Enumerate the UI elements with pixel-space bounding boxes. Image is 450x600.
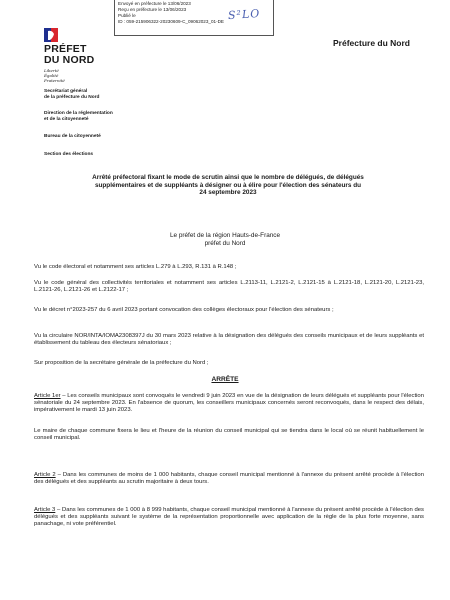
stamp-received: Reçu en préfecture le 13/06/2023 [118, 7, 187, 12]
secretariat-line1: Secrétariat général [44, 89, 88, 94]
marianne-logo-icon [44, 28, 58, 42]
authority-line1: Le préfet de la région Hauts-de-France [169, 232, 281, 239]
proposition: Sur proposition de la secrétaire générale de la préfecture du Nord ; [34, 360, 209, 366]
section-label: Section des élections [44, 152, 94, 157]
article-3-text: – Dans les communes de 1 000 à 8 999 habitants, chaque conseil municipal mentionné à l'annexe du présent arrêté procède à l'élection des délégués et des suppléants suivant le système de la représentation proportionnelle avec application de la règle de la plus forte moyenne, sans panachage, ni vote préférentiel. [34, 507, 425, 528]
article-2 [34, 472, 424, 486]
article-1-text: – Les conseils municipaux sont convoqués le vendredi 9 juin 2023 en vue de la désignation de leurs délégués et suppléants pour l'élection sénatoriale du 24 septembre 2023. En l'absence de quorum, les conseillers municipaux concernés seront reconvoqués, dans le respect des délais, impérativement le mardi 13 juin 2023. [34, 393, 424, 414]
article-1 [34, 393, 424, 415]
title-line1: Arrêté préfectoral fixant le mode de scrutin ainsi que le nombre de délégués, de délégués [92, 174, 364, 181]
prefecture-label: Préfecture du Nord [333, 38, 410, 48]
secretariat-line2: de la préfecture du Nord [44, 95, 100, 101]
article-2-text: – Dans les communes de moins de 1 000 habitants, chaque conseil municipal mentionné à l'annexe du présent arrêté procède à l'élection des délégués et des suppléants au scrutin majoritaire à deux tours. [34, 472, 424, 486]
article-1-paragraph-2 [34, 428, 424, 442]
motto-liberte: Liberté [44, 68, 59, 73]
handwritten-mark: S²LO [227, 6, 261, 23]
motto-fraternite: Fraternité [44, 78, 65, 83]
article-3-label: Article 3 [34, 507, 56, 513]
prefet-line1: PRÉFET [44, 43, 87, 55]
visa-circulaire: Vu la circulaire NOR/INTA/IOMA2308397J du 30 mars 2023 relative à la désignation des délégués des conseils municipaux et de leurs suppléants et établissement du tableau des électeurs sénatoriaux ; [34, 333, 424, 347]
visa-code-electoral: Vu le code électoral et notamment ses articles L.279 à L.293, R.131 à R.148 ; [34, 264, 237, 270]
bureau-label: Bureau de la citoyenneté [44, 134, 101, 139]
prefet-du-nord-logo [44, 44, 94, 66]
visa-cgct: Vu le code général des collectivités territoriales et notamment ses articles L.2113-11, L.2121-2, L.2121-15 à L.2121-18, L.2121-20, L.2121-23, L.2121-26, L.2121-26 et L.2122-17 ; [34, 280, 424, 294]
motto-egalite: Égalité [44, 73, 59, 78]
arrete-title [48, 174, 408, 197]
direction-line1: Direction de la réglementation [44, 111, 113, 116]
authority-block [90, 232, 360, 247]
stamp-id: ID : 059-215906322-20230609-C_09062023_01-DE [118, 19, 224, 24]
prefet-line2: DU NORD [44, 54, 95, 66]
stamp-published: Publié le [118, 13, 136, 18]
direction-block [44, 111, 204, 123]
secretariat-block [44, 89, 204, 101]
title-line3: 24 septembre 2023 [199, 189, 257, 197]
article-3 [34, 507, 424, 529]
article-2-label: Article 2 [34, 472, 56, 478]
visa-decret: Vu le décret n°2023-257 du 6 avril 2023 portant convocation des collèges électoraux pour l'élection des sénateurs ; [34, 307, 334, 313]
article-1-label: Article 1er [34, 393, 61, 399]
authority-line2: préfet du Nord [204, 239, 246, 247]
stamp-sent: Envoyé en préfecture le 13/06/2023 [118, 1, 191, 6]
article-1-paragraph-2-text: Le maire de chaque commune fixera le lieu et l'heure de la réunion du conseil municipal qui se tiendra dans le local où se réunit habituellement le conseil municipal. [34, 428, 424, 442]
direction-line2: et de la citoyenneté [44, 117, 89, 123]
arrete-heading: ARRÊTE [211, 376, 239, 383]
republic-motto [44, 68, 65, 83]
title-line2: supplémentaires et de suppléants à désigner ou à élire pour l'élection des sénateurs du [94, 181, 362, 189]
